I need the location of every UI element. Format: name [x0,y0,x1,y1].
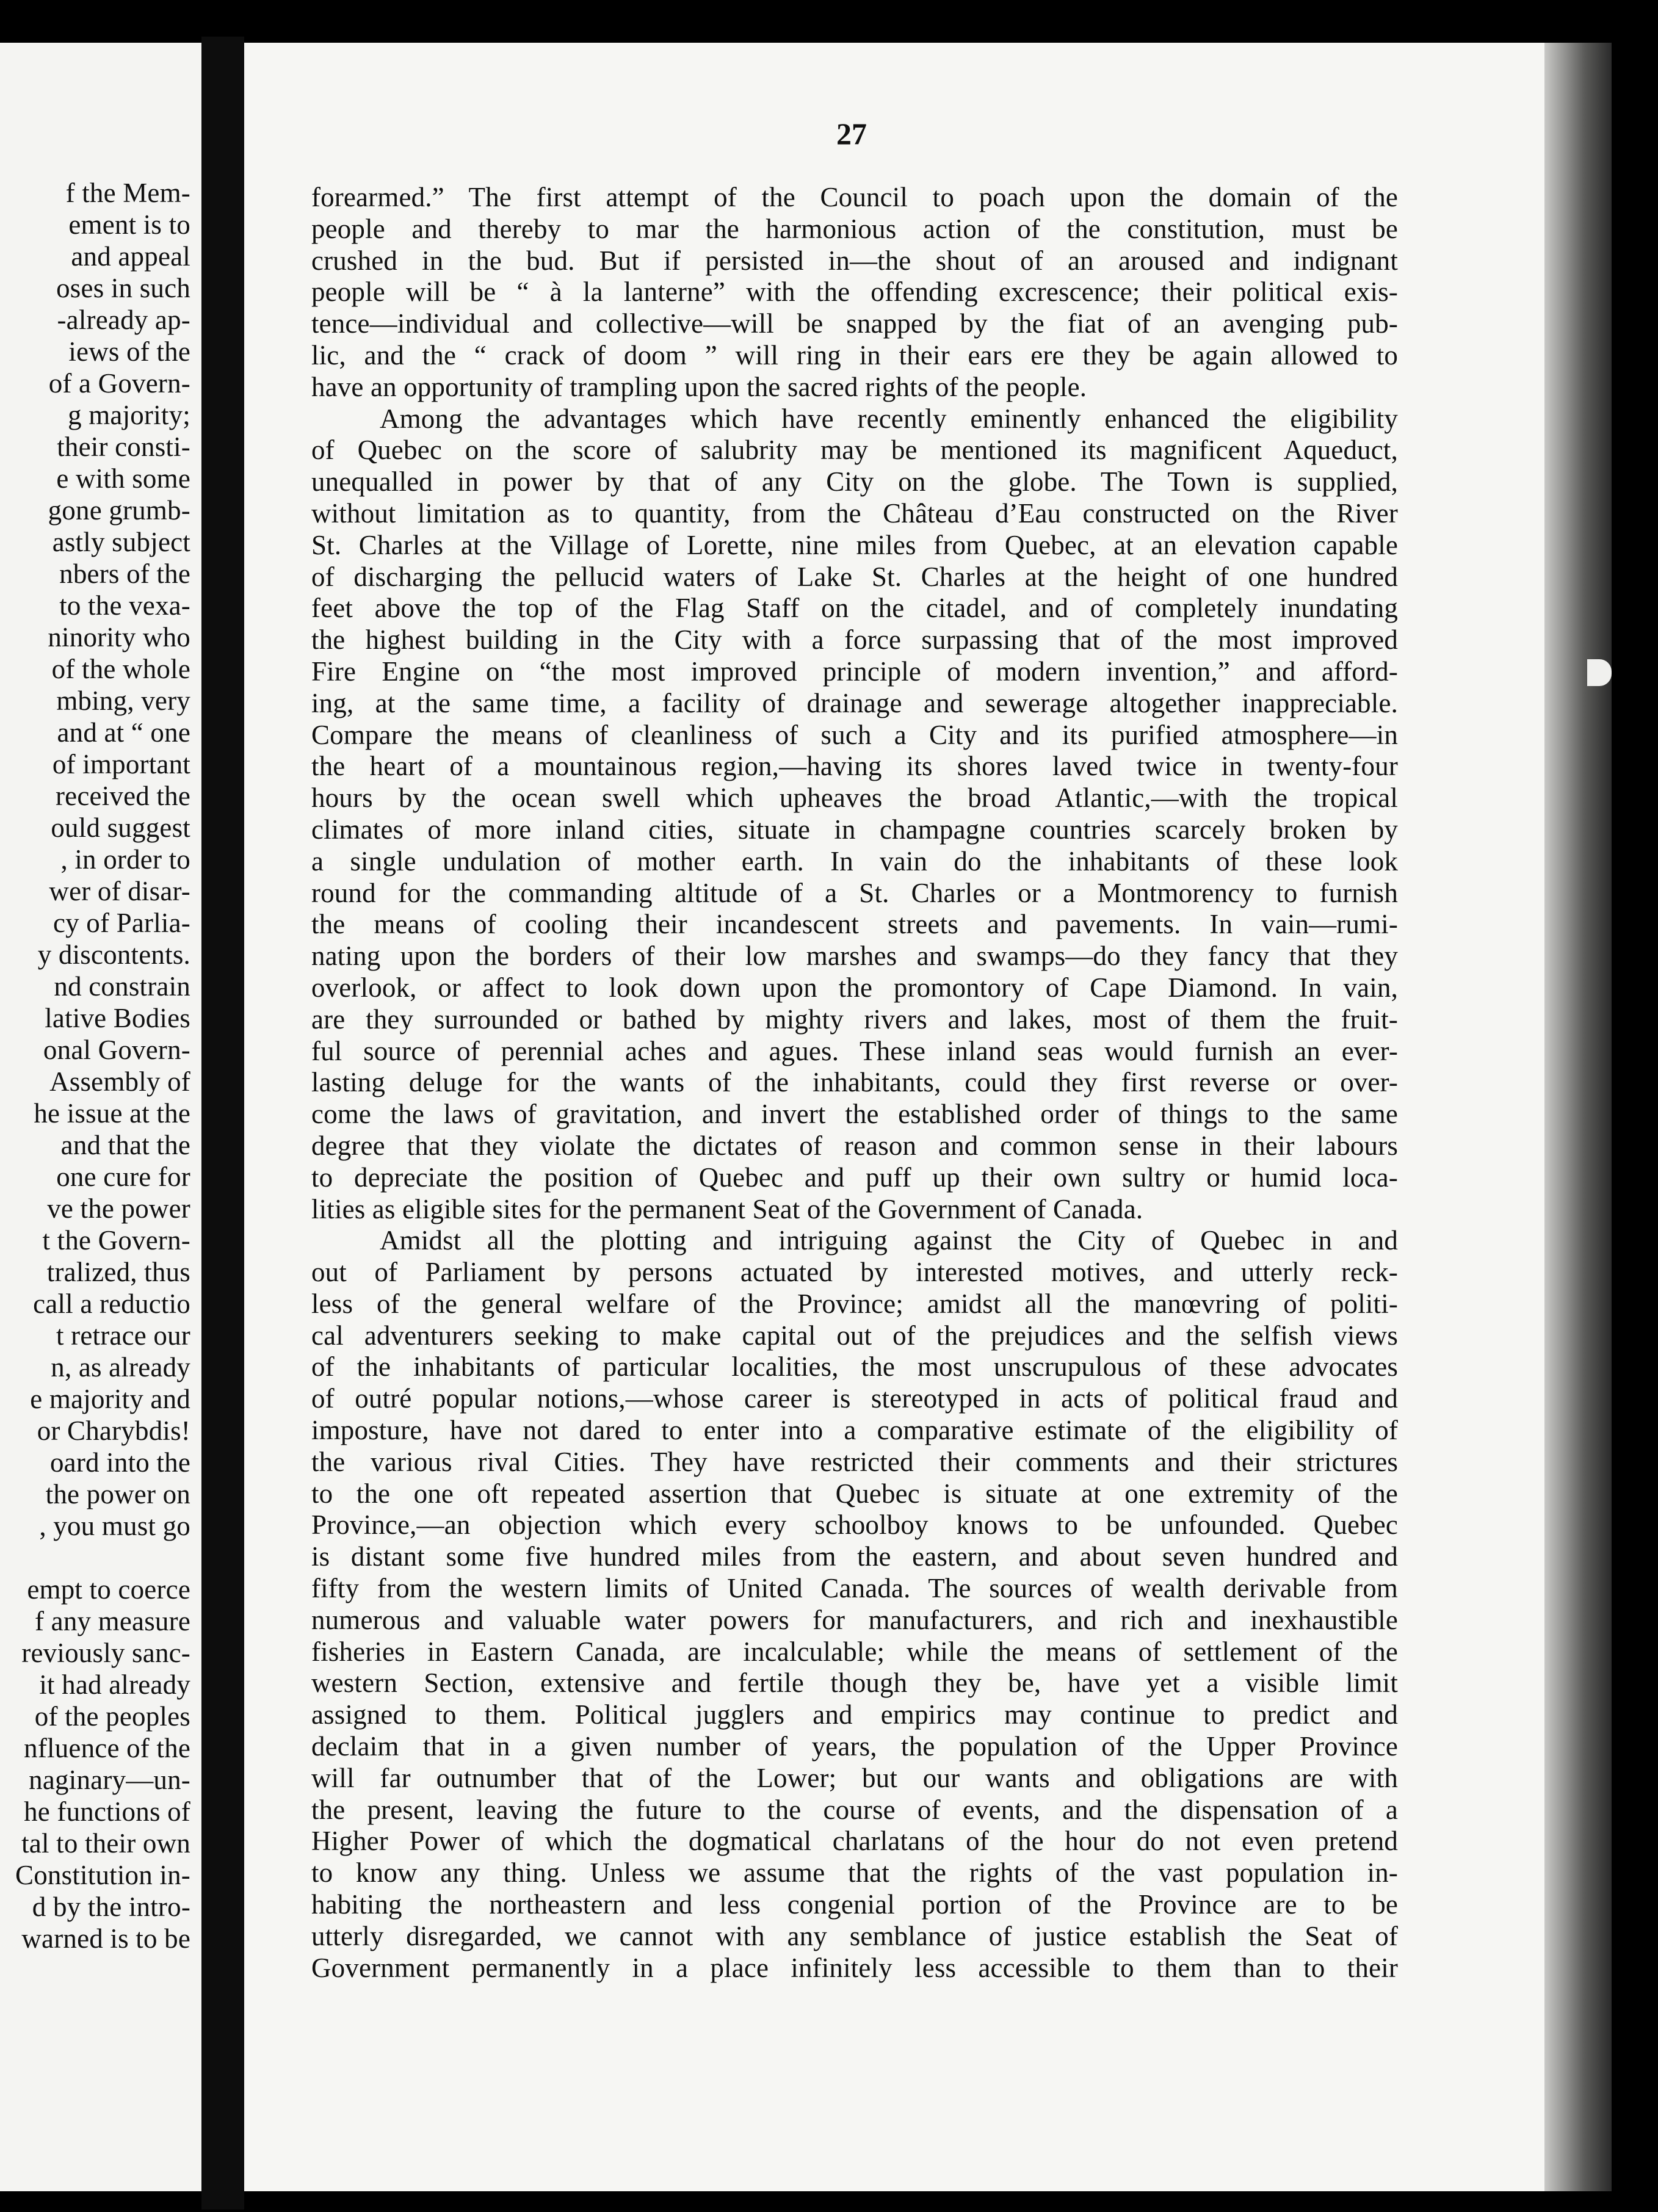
text-line: people will be “ à la lanterne” with the offending excrescence; their political exis- [311,276,1398,308]
text-line: is distant some five hundred miles from the eastern, and about seven hundred and [311,1541,1398,1572]
text-line: to know any thing. Unless we assume that the rights of the vast population in- [311,1857,1398,1889]
previous-page-line: ement is to [68,209,190,240]
text-line: Government permanently in a place infinitely less accessible to them than to their [311,1952,1398,1983]
previous-page-line: call a reductio [33,1289,190,1319]
text-line: crushed in the bud. But if persisted in—the shout of an aroused and indignant [311,245,1398,276]
previous-page-line: onal Govern- [43,1035,190,1065]
previous-page-line: t retrace our [56,1320,190,1351]
text-line: hours by the ocean swell which upheaves the broad Atlantic,—with the tropical [311,783,1398,814]
text-line: come the laws of gravitation, and invert the established order of things to the same [311,1099,1398,1130]
previous-page-line: lative Bodies [45,1003,190,1033]
text-line: are they surrounded or bathed by mighty rivers and lakes, most of them the fruit- [311,1003,1398,1035]
previous-page-line: the power on [45,1479,190,1509]
previous-page-line: oard into the [49,1447,190,1478]
previous-page-line: nfluence of the [24,1733,190,1763]
previous-page-line: received the [55,781,190,811]
previous-page-line: f the Mem- [65,178,190,208]
previous-page-line: ve the power [47,1193,190,1224]
text-line: the means of cooling their incandescent streets and pavements. In vain—rumi- [311,909,1398,940]
text-line: Compare the means of cleanliness of such a City and its purified atmosphere—in [311,719,1398,750]
previous-page-line: mbing, very [56,685,190,716]
text-line: people and thereby to mar the harmonious action of the constitution, must be [311,213,1398,244]
previous-page-line: cy of Parlia- [52,908,190,938]
text-line: will far outnumber that of the Lower; but our wants and obligations are with [311,1762,1398,1793]
previous-page-line: or Charybdis! [37,1415,190,1446]
text-line: tence—individual and collective—will be snapped by the fiat of an avenging pub- [311,308,1398,339]
previous-page-line: d by the intro- [32,1892,190,1922]
previous-page-fragment [0,43,201,2191]
previous-page-line: wer of disar- [49,876,190,906]
text-line: the various rival Cities. They have restricted their comments and their strictures [311,1446,1398,1477]
previous-page-line: ould suggest [51,812,190,843]
previous-page-line: naginary—un- [29,1765,190,1795]
text-line: have an opportunity of trampling upon the sacred rights of the people. [311,371,1087,402]
previous-page-line: one cure for [56,1162,190,1192]
previous-page-line: Constitution in- [15,1860,190,1890]
previous-page-line: of the peoples [34,1701,190,1732]
previous-page-line [15,1542,190,1574]
text-line: degree that they violate the dictates of reason and common sense in their labours [311,1130,1398,1161]
book-gutter [201,37,244,2210]
previous-page-line: oses in such [56,273,190,303]
text-line: of discharging the pellucid waters of Lake St. Charles at the height of one hundred [311,561,1398,592]
previous-page-line: , in order to [60,844,190,875]
previous-page-line: of important [52,749,190,779]
text-line: utterly disregarded, we cannot with any semblance of justice establish the Seat of [311,1920,1398,1951]
text-line: Fire Engine on “the most improved principle of modern invention,” and afford- [311,656,1398,687]
text-line: round for the commanding altitude of a St. Charles or a Montmorency to furnish [311,877,1398,908]
text-line: of outré popular notions,—whose career is stereotyped in acts of political fraud and [311,1383,1398,1414]
previous-page-line: f any measure [35,1606,190,1636]
text-line: feet above the top of the Flag Staff on the citadel, and of completely inundating [311,593,1398,624]
text-line: less of the general welfare of the Province; amidst all the manœvring of politi- [311,1288,1398,1319]
previous-page-line: t the Govern- [42,1225,190,1256]
previous-page-line: e majority and [30,1384,190,1414]
text-line: lities as eligible sites for the permanent Seat of the Government of Canada. [311,1193,1143,1224]
previous-page-line: to the vexa- [59,590,190,621]
text-line: fifty from the western limits of United Canada. The sources of wealth derivable from [311,1573,1398,1604]
page-body-text [311,182,1398,1984]
previous-page-line: he functions of [24,1796,190,1827]
previous-page-line: gone grumb- [48,495,190,526]
previous-page-line: iews of the [68,336,190,367]
previous-page-line: ninority who [48,622,190,652]
text-line: unequalled in power by that of any City on the globe. The Town is supplied, [311,466,1398,497]
previous-page-line: it had already [39,1669,190,1700]
text-line: fisheries in Eastern Canada, are incalculable; while the means of settlement of the [311,1636,1398,1667]
page-number: 27 [836,117,867,151]
text-line: cal adventurers seeking to make capital out of the prejudices and the selfish views [311,1320,1398,1351]
text-line: declaim that in a given number of years, the population of the Upper Province [311,1731,1398,1762]
previous-page-line: their consti- [57,432,190,462]
text-line: to the one oft repeated assertion that Quebec is situate at one extremity of the [311,1478,1398,1509]
previous-page-line: Assembly of [49,1066,190,1097]
previous-page-line: y discontents. [37,939,190,970]
text-line: Among the advantages which have recently eminently enhanced the eligibility [380,403,1398,434]
previous-page-line: nbers of the [59,558,190,589]
text-line: of Quebec on the score of salubrity may be mentioned its magnificent Aqueduct, [311,435,1398,466]
text-line: numerous and valuable water powers for manufacturers, and rich and inexhaustible [311,1604,1398,1635]
text-line: St. Charles at the Village of Lorette, nine miles from Quebec, at an elevation capable [311,529,1398,560]
previous-page-text [15,177,190,1954]
previous-page-line: , you must go [39,1511,190,1541]
previous-page-line: -already ap- [57,305,190,335]
text-line: the highest building in the City with a force surpassing that of the most improved [311,624,1398,656]
text-line: the present, leaving the future to the course of events, and the dispensation of a [311,1794,1398,1825]
text-line: a single undulation of mother earth. In vain do the inhabitants of these look [311,845,1398,876]
previous-page-line: e with some [56,463,190,494]
text-line: overlook, or affect to look down upon the promontory of Cape Diamond. In vain, [311,972,1398,1003]
previous-page-line: empt to coerce [27,1574,190,1605]
text-line: Higher Power of which the dogmatical charlatans of the hour do not even pretend [311,1826,1398,1857]
text-line: out of Parliament by persons actuated by interested motives, and utterly reck- [311,1257,1398,1288]
previous-page-line: tal to their own [21,1828,190,1859]
text-line: lic, and the “ crack of doom ” will ring in their ears ere they be again allowed to [311,339,1398,370]
previous-page-line: and appeal [71,241,190,272]
page-edge [1544,43,1612,2191]
previous-page-line: and that the [60,1130,190,1160]
text-line: the heart of a mountainous region,—having its shores laved twice in twenty-four [311,751,1398,782]
text-line: Amidst all the plotting and intriguing against the City of Quebec in and [380,1225,1398,1256]
previous-page-line: reviously sanc- [21,1638,190,1668]
text-line: ful source of perennial aches and agues. These inland seas would furnish an ever- [311,1035,1398,1066]
previous-page-line: of the whole [51,654,190,684]
previous-page-line: g majority; [68,400,190,430]
text-line: lasting deluge for the wants of the inhabitants, could they first reverse or over- [311,1067,1398,1098]
previous-page-line: of a Govern- [48,368,190,399]
text-line: Province,—an objection which every schoolboy knows to be unfounded. Quebec [311,1509,1398,1541]
text-line: western Section, extensive and fertile though they be, have yet a visible limit [311,1668,1398,1699]
previous-page-line: warned is to be [21,1923,190,1954]
text-line: climates of more inland cities, situate in champagne countries scarcely broken by [311,814,1398,845]
page-tab-marker [1587,659,1612,686]
text-line: habiting the northeastern and less congenial portion of the Province are to be [311,1889,1398,1920]
previous-page-line: he issue at the [34,1098,190,1129]
text-line: to depreciate the position of Quebec and puff up their own sultry or humid loca- [311,1162,1398,1193]
text-line: forearmed.” The first attempt of the Council to poach upon the domain of the [311,182,1398,212]
text-line: ing, at the same time, a facility of drainage and sewerage altogether inappreciable. [311,687,1398,718]
previous-page-line: astly subject [52,527,190,557]
text-line: without limitation as to quantity, from the Château d’Eau constructed on the River [311,497,1398,529]
previous-page-line: nd constrain [54,971,190,1002]
text-line: nating upon the borders of their low marshes and swamps—do they fancy that they [311,941,1398,972]
previous-page-line: n, as already [51,1352,190,1382]
text-line: of the inhabitants of particular localities, the most unscrupulous of these advocates [311,1351,1398,1382]
previous-page-line: and at “ one [57,717,190,748]
text-line: assigned to them. Political jugglers and empirics may continue to predict and [311,1699,1398,1730]
previous-page-line: tralized, thus [46,1257,190,1287]
text-line: imposture, have not dared to enter into a comparative estimate of the eligibility of [311,1415,1398,1446]
